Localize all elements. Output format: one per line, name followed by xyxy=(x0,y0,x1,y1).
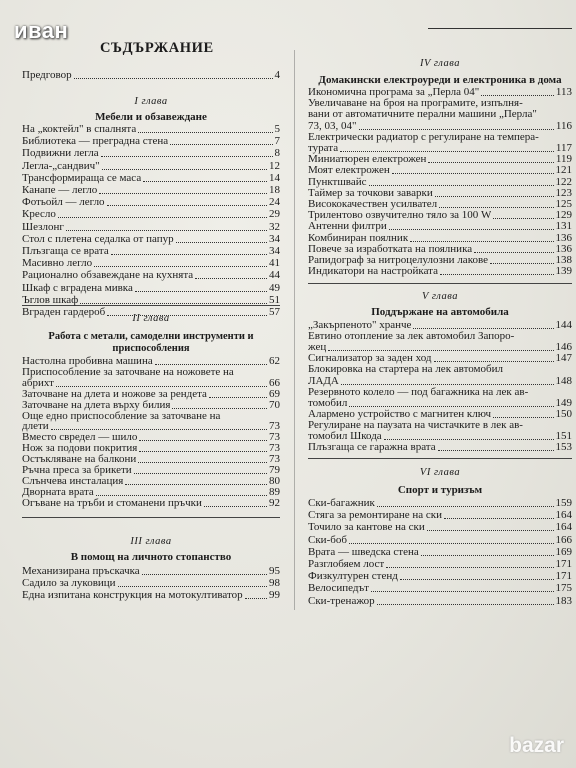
entry-title: турата xyxy=(308,143,339,154)
entry-title: Една изпитана конструкция на мотокултиватор xyxy=(22,590,243,601)
chapter-label: V глава xyxy=(422,291,458,302)
toc-entry xyxy=(22,307,280,318)
entry-page: 148 xyxy=(555,374,572,387)
leader-dots xyxy=(349,543,554,544)
entry-page: 80 xyxy=(269,474,280,487)
leader-dots xyxy=(143,181,267,182)
toc-entry xyxy=(308,431,572,442)
entry-title: Ски-тренажор xyxy=(308,595,375,607)
toc-entry xyxy=(308,199,572,210)
entry-title: Библиотека — преградна стена xyxy=(22,136,169,148)
entry-title: Велосипедът xyxy=(308,583,369,595)
toc-entry xyxy=(22,222,280,233)
leader-dots xyxy=(438,450,554,451)
leader-dots xyxy=(493,417,553,418)
toc-entry xyxy=(22,258,280,269)
entry-title: Легла-„сандвич" xyxy=(22,160,100,172)
toc-entry xyxy=(22,400,280,411)
leader-dots xyxy=(428,162,553,163)
entry-page: 73 xyxy=(269,442,280,455)
toc-entry xyxy=(308,409,572,420)
leader-dots xyxy=(427,530,554,531)
entry-page: 4 xyxy=(274,69,280,81)
entry-page: 149 xyxy=(555,396,572,409)
toc-entry xyxy=(308,583,572,594)
leader-dots xyxy=(384,439,554,440)
leader-dots xyxy=(107,205,267,206)
toc-entry xyxy=(22,367,280,378)
entry-page: 121 xyxy=(555,164,572,177)
entry-title: Шкаф с вградена мивка xyxy=(22,282,133,294)
entry-title: Трансформираща се маса xyxy=(22,172,142,184)
entry-page: 166 xyxy=(555,533,572,546)
leader-dots xyxy=(474,252,553,253)
leader-dots xyxy=(142,574,267,575)
entry-title: Плъзгаща се врата xyxy=(22,246,109,257)
leader-dots xyxy=(170,144,272,145)
leader-dots xyxy=(369,185,554,186)
leader-dots xyxy=(440,274,554,275)
toc-entry xyxy=(308,331,572,342)
toc-entry xyxy=(308,154,572,165)
leader-dots xyxy=(139,440,267,441)
entry-title: Висококачествен усилвател xyxy=(308,199,438,210)
entry-title: Стол с плетена седалка от папур xyxy=(22,233,174,245)
toc-entry xyxy=(308,121,572,132)
entry-page: 70 xyxy=(269,398,280,411)
toc-entry xyxy=(308,353,572,364)
entry-page: 34 xyxy=(269,232,280,245)
entry-title: Миниатюрен електрожен xyxy=(308,154,427,166)
column-gutter xyxy=(294,50,295,610)
leader-dots xyxy=(209,397,267,398)
leader-dots xyxy=(340,151,554,152)
toc-entry xyxy=(22,270,280,281)
entry-title: Приспособление за заточване на ножовете на xyxy=(22,366,234,378)
entry-title: Резервното колело — под багажника на лек ав- xyxy=(308,386,529,398)
leader-dots xyxy=(349,406,553,407)
toc-entry xyxy=(22,476,280,487)
entry-page: 122 xyxy=(555,175,572,188)
entry-title: Блокировка на стартера на лек автомобил xyxy=(308,364,503,376)
section-heading: Мебели и обзавеждане xyxy=(95,111,207,123)
entry-title: Ръчна преса за брикети xyxy=(22,465,132,476)
entry-title: 73, 03, 04" xyxy=(308,120,357,132)
entry-page: 44 xyxy=(269,269,280,282)
chapter-label: VI глава xyxy=(419,467,461,478)
leader-dots xyxy=(386,567,553,568)
toc-entry xyxy=(22,487,280,498)
toc-entry xyxy=(308,442,572,453)
toc-entry-preface xyxy=(22,70,280,81)
leader-dots xyxy=(125,484,267,485)
toc-entry xyxy=(308,188,572,199)
toc-entry xyxy=(22,148,280,159)
entry-title: Ски-багажник xyxy=(308,498,375,509)
entry-page: 150 xyxy=(555,407,572,420)
entry-page: 119 xyxy=(555,153,572,166)
toc-entry xyxy=(308,522,572,533)
entry-title: Подвижни легла xyxy=(22,148,99,160)
leader-dots xyxy=(139,451,267,452)
toc-entry xyxy=(22,246,280,257)
leader-dots xyxy=(102,169,267,170)
top-rule xyxy=(428,28,572,29)
toc-entry xyxy=(308,596,572,607)
leader-dots xyxy=(204,506,267,507)
entry-page: 113 xyxy=(555,86,572,98)
leader-dots xyxy=(389,229,554,230)
entry-title: Нож за подови покрития xyxy=(22,443,138,455)
entry-title: Врата — шведска стена xyxy=(308,546,419,558)
leader-dots xyxy=(439,207,553,208)
entry-page: 153 xyxy=(555,441,572,454)
toc-entry xyxy=(22,378,280,389)
entry-page: 171 xyxy=(555,558,572,570)
entry-page: 175 xyxy=(555,582,572,595)
toc-entry xyxy=(308,547,572,558)
leader-dots xyxy=(359,129,554,130)
entry-page: 144 xyxy=(555,319,572,331)
leader-dots xyxy=(434,361,554,362)
toc-entry xyxy=(22,234,280,245)
entry-page: 183 xyxy=(555,594,572,607)
entry-title: Остъкляване на балкони xyxy=(22,454,137,466)
entry-title: Трилентово озвучително тяло за 100 W xyxy=(308,210,492,222)
chapter-label: III глава xyxy=(130,536,172,547)
entry-page: 24 xyxy=(269,196,280,209)
entry-title: Ски-боб xyxy=(308,534,347,546)
entry-page: 136 xyxy=(555,231,572,244)
toc-entry xyxy=(308,498,572,509)
leader-dots xyxy=(111,254,267,255)
entry-title: Физкултурен стенд xyxy=(308,571,398,583)
entry-page: 29 xyxy=(269,208,280,221)
entry-title: Пунктшвайс xyxy=(308,176,367,188)
leader-dots xyxy=(176,242,267,243)
entry-title: Ъглов шкаф xyxy=(22,294,79,306)
toc-entry xyxy=(308,221,572,232)
chapter-label: I глава xyxy=(134,96,168,107)
toc-entry xyxy=(22,209,280,220)
entry-title: жец xyxy=(308,342,327,354)
watermark-logo-text: bazar xyxy=(509,734,564,757)
entry-page: 138 xyxy=(555,254,572,266)
entry-page: 171 xyxy=(555,570,572,583)
entry-title: томобил Шкода xyxy=(308,431,382,442)
entry-page: 12 xyxy=(269,159,280,172)
toc-entry xyxy=(308,244,572,255)
leader-dots xyxy=(413,328,553,329)
leader-dots xyxy=(195,278,267,279)
entry-title: Механизирана пръскачка xyxy=(22,566,140,577)
toc-entry xyxy=(22,173,280,184)
toc-entry xyxy=(308,98,572,109)
entry-page: 79 xyxy=(269,464,280,476)
toc-entry xyxy=(22,197,280,208)
entry-title: Точило за кантове на ски xyxy=(308,522,425,534)
entry-title: абрихт xyxy=(22,377,54,389)
toc-entry xyxy=(308,165,572,176)
toc-entry xyxy=(22,283,280,294)
entry-title: Шезлонг xyxy=(22,221,64,233)
entry-title: Вграден гардероб xyxy=(22,307,106,318)
entry-page: 5 xyxy=(274,123,280,135)
entry-title: Евтино отопление за лек автомобил Запоро- xyxy=(308,331,515,343)
leader-dots xyxy=(94,266,267,267)
entry-page: 116 xyxy=(555,119,572,132)
toc-entry xyxy=(22,498,280,509)
toc-entry xyxy=(308,376,572,387)
leader-dots xyxy=(435,196,554,197)
section-heading: Поддържане на автомобила xyxy=(371,306,509,318)
entry-title: Предговор xyxy=(22,70,72,81)
leader-dots xyxy=(341,384,554,385)
watermark-username: иван xyxy=(14,18,69,43)
entry-title: Плъзгаща се гаражна врата xyxy=(308,442,436,454)
entry-page: 62 xyxy=(269,355,280,367)
leader-dots xyxy=(80,303,267,304)
entry-title: Икономична програма за „Перла 04" xyxy=(308,87,480,98)
entry-page: 41 xyxy=(269,257,280,270)
leader-dots xyxy=(66,230,267,231)
entry-title: Заточване на длета върху билия xyxy=(22,399,171,411)
entry-title: Сигнализатор за заден ход xyxy=(308,353,432,365)
entry-title: Стяга за ремонтиране на ски xyxy=(308,510,442,522)
chapter-label: IV глава xyxy=(420,58,460,69)
entry-page: 57 xyxy=(269,306,280,318)
entry-title: длети xyxy=(22,421,49,433)
toc-entry xyxy=(308,398,572,409)
leader-dots xyxy=(481,95,554,96)
leader-dots xyxy=(134,473,267,474)
leader-dots xyxy=(377,506,554,507)
entry-page: 99 xyxy=(269,589,280,601)
entry-title: Дворната врата xyxy=(22,486,94,498)
toc-entry xyxy=(22,185,280,196)
entry-page: 123 xyxy=(555,186,572,199)
entry-title: Кресло xyxy=(22,209,56,221)
leader-dots xyxy=(51,429,267,430)
section-heading: Спорт и туризъм xyxy=(397,484,483,496)
entry-page: 131 xyxy=(555,220,572,233)
entry-title: Антенни филтри xyxy=(308,221,387,233)
watermark-logo xyxy=(509,734,564,758)
entry-page: 73 xyxy=(269,431,280,444)
leader-dots xyxy=(245,598,267,599)
entry-title: Комбиниран поялник xyxy=(308,232,409,244)
entry-title: Индикатори на настройката xyxy=(308,266,438,278)
entry-page: 139 xyxy=(555,265,572,278)
toc-entry xyxy=(308,387,572,398)
entry-title: Моят електрожен xyxy=(308,165,390,177)
entry-title: Още едно приспособление за заточване на xyxy=(22,410,221,422)
leader-dots xyxy=(56,386,267,387)
toc-entry xyxy=(308,255,572,266)
entry-title: „Закърпеното" хранче xyxy=(308,320,412,331)
toc-entry xyxy=(308,510,572,521)
entry-page: 7 xyxy=(274,135,280,148)
toc-entry xyxy=(308,132,572,143)
entry-page: 66 xyxy=(269,376,280,389)
toc-entry xyxy=(22,454,280,465)
toc-entry xyxy=(22,590,280,601)
toc-entry xyxy=(22,566,280,577)
section-heading: Домакински електроуреди и електроника в дома xyxy=(318,74,562,86)
leader-dots xyxy=(172,408,267,409)
leader-dots xyxy=(490,263,554,264)
toc-entry xyxy=(22,465,280,476)
entry-title: Канапе — легло xyxy=(22,185,98,196)
entry-title: Рапидограф за нитроцелулозни лакове xyxy=(308,255,488,266)
entry-title: Рационално обзавеждане на кухнята xyxy=(22,270,194,282)
entry-title: Електрически радиатор с регулиране на темпера- xyxy=(308,131,539,143)
entry-page: 169 xyxy=(555,545,572,558)
section-divider xyxy=(22,517,280,518)
leader-dots xyxy=(328,350,553,351)
toc-entry xyxy=(22,124,280,135)
entry-page: 49 xyxy=(269,281,280,294)
entry-title: Алармено устройство с магнитен ключ xyxy=(308,408,492,420)
leader-dots xyxy=(493,218,553,219)
entry-title: Садило за луковици xyxy=(22,578,116,589)
entry-page: 98 xyxy=(269,577,280,589)
entry-title: Фотьойл — легло xyxy=(22,197,105,209)
toc-entry xyxy=(308,177,572,188)
section-divider xyxy=(308,458,572,459)
toc-entry xyxy=(22,356,280,367)
entry-title: Масивно легло xyxy=(22,258,93,270)
entry-page: 14 xyxy=(269,171,280,184)
entry-title: ЛАДА xyxy=(308,375,339,387)
entry-page: 147 xyxy=(555,352,572,365)
toc-entry xyxy=(308,210,572,221)
entry-page: 8 xyxy=(274,147,280,160)
leader-dots xyxy=(99,193,267,194)
entry-page: 73 xyxy=(269,420,280,433)
entry-title: вани от автоматичните перални машини „Перла" xyxy=(308,109,537,121)
toc-entry xyxy=(22,295,280,306)
entry-page: 69 xyxy=(269,387,280,400)
toc-entry xyxy=(308,233,572,244)
entry-page: 151 xyxy=(555,430,572,442)
leader-dots xyxy=(138,132,272,133)
toc-entry xyxy=(308,420,572,431)
toc-entry xyxy=(22,421,280,432)
leader-dots xyxy=(444,518,554,519)
leader-dots xyxy=(138,462,267,463)
entry-page: 159 xyxy=(555,497,572,509)
leader-dots xyxy=(392,173,554,174)
entry-page: 117 xyxy=(555,142,572,154)
page-title: СЪДЪРЖАНИЕ xyxy=(100,40,214,56)
entry-title: Разглобяем лост xyxy=(308,559,385,570)
entry-title: Увеличаване на броя на програмите, изпълня- xyxy=(308,98,523,110)
entry-page: 164 xyxy=(555,509,572,522)
toc-entry xyxy=(22,432,280,443)
leader-dots xyxy=(58,217,267,218)
toc-entry xyxy=(22,411,280,422)
leader-dots xyxy=(96,495,267,496)
toc-entry xyxy=(308,87,572,98)
leader-dots xyxy=(155,364,267,365)
entry-page: 34 xyxy=(269,245,280,257)
entry-title: Регулиране на паузата на чистачките в лек ав- xyxy=(308,419,523,431)
toc-entry xyxy=(22,578,280,589)
toc-entry xyxy=(22,443,280,454)
toc-entry xyxy=(308,535,572,546)
entry-title: Таймер за точкови заварки xyxy=(308,187,433,199)
entry-title: Вместо свредел — шило xyxy=(22,432,138,444)
toc-entry xyxy=(308,143,572,154)
chapter-label: II глава xyxy=(132,313,170,324)
toc-entry xyxy=(308,320,572,331)
toc-entry xyxy=(308,266,572,277)
entry-page: 164 xyxy=(555,521,572,534)
toc-entry xyxy=(22,161,280,172)
leader-dots xyxy=(410,241,553,242)
leader-dots xyxy=(371,591,554,592)
toc-entry xyxy=(308,109,572,120)
entry-page: 73 xyxy=(269,453,280,466)
leader-dots xyxy=(101,156,273,157)
leader-dots xyxy=(135,291,267,292)
leader-dots xyxy=(400,579,554,580)
entry-page: 51 xyxy=(269,293,280,306)
toc-entry xyxy=(22,136,280,147)
section-heading: В помощ на личното стопанство xyxy=(70,551,232,563)
toc-entry xyxy=(308,364,572,375)
leader-dots xyxy=(118,586,267,587)
entry-title: Заточване на длета и ножове за рендета xyxy=(22,388,207,400)
leader-dots xyxy=(377,604,554,605)
leader-dots xyxy=(74,78,273,79)
entry-page: 92 xyxy=(269,496,280,509)
entry-title: томобил xyxy=(308,397,348,409)
toc-entry xyxy=(308,571,572,582)
toc-entry xyxy=(308,342,572,353)
toc-entry xyxy=(308,559,572,570)
entry-page: 146 xyxy=(555,341,572,354)
entry-page: 89 xyxy=(269,485,280,498)
entry-page: 95 xyxy=(269,565,280,577)
entry-page: 136 xyxy=(555,242,572,255)
toc-entry xyxy=(22,389,280,400)
leader-dots xyxy=(421,555,554,556)
entry-title: Повече за изработката на поялника xyxy=(308,243,473,255)
leader-dots xyxy=(107,315,267,316)
entry-title: Огъване на тръби и стоманени пръчки xyxy=(22,497,202,509)
entry-title: На „коктейл" в спалнята xyxy=(22,124,137,135)
entry-page: 129 xyxy=(555,209,572,222)
entry-page: 32 xyxy=(269,220,280,233)
entry-title: Слънчева инсталация xyxy=(22,475,124,487)
section-divider xyxy=(308,283,572,284)
entry-page: 125 xyxy=(555,198,572,210)
entry-page: 18 xyxy=(269,184,280,196)
entry-title: Настолна пробивна машина xyxy=(22,356,153,367)
section-heading: Работа с метали, самоделни инструменти и приспособления xyxy=(48,331,254,354)
